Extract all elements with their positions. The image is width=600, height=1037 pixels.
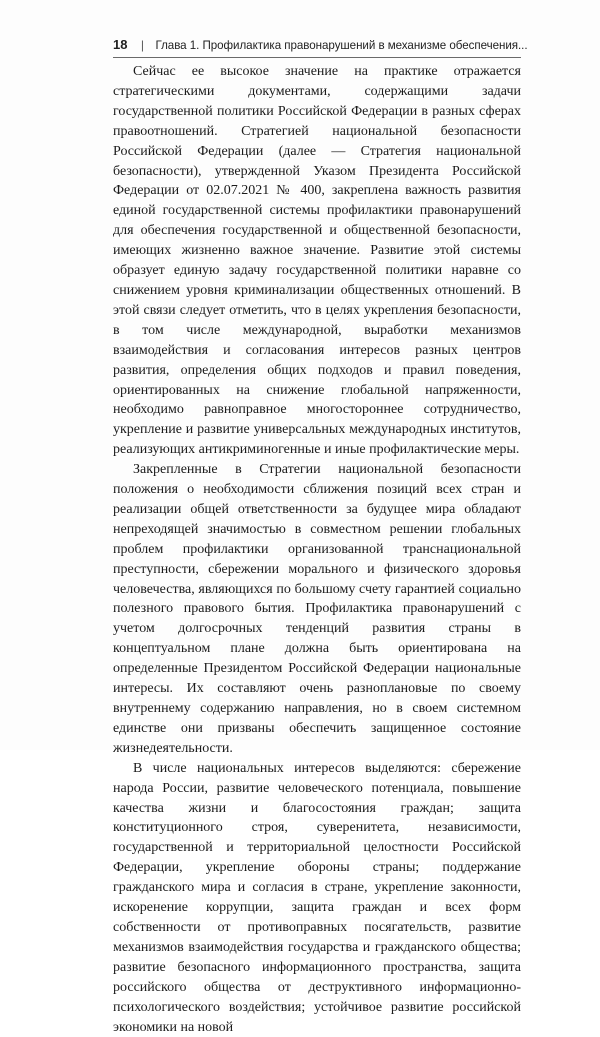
paragraph-3: В числе национальных интересов выделяются: сбережение народа России, развитие человеческого потенциала, повышение качества жизни и благосостояния граждан; защита конституционного строя, суверенитета, независимости, государственной и территориальной целостности Российской Федерации, укрепление обороны страны; поддержание гражданского мира и согласия в стране, укрепление законности, искоренение коррупции, защита граждан и всех форм собственности от противоправных посягательств, развитие механизмов взаимодействия государства и гражданского общества; развитие безопасного информационного пространства, защита российского общества от деструктивного информационно-психологического воздействия; устойчивое развитие российской экономики на новой [113,760,521,1035]
header-divider [113,57,521,58]
paragraph-1: Сейчас ее высокое значение на практике отражается стратегическими документами, содержащими задачи государственной политики Российской Федерации в разных сферах правоотношений. Стратегией национальной безопасности Российской Федерации (далее — Стратегия национальной безопасности), утвержденной Указом Президента Российской Федерации от 02.07.2021 № 400, закреплена важность развития единой государственной системы профилактики правонарушений для обеспечения государственной и общественной безопасности, имеющих жизненно важное значение. Развитие этой системы образует единую задачу государственной политики наравне со снижением уровня криминализации общественных отношений. В этой связи следует отметить, что в целях укрепления безопасности, в том числе международной, выработки механизмов взаимодействия и согласования интересов разных центров развития, определения общих подходов и правил поведения, ориентированных на снижение глобальной напряженности, необходимо равноправное многостороннее сотрудничество, укрепление и развитие универсальных международных институтов, реализующих антикриминогенные и иные профилактические меры. [113,64,521,458]
page-number: 18 [113,37,128,52]
paragraph-2: Закрепленные в Стратегии национальной безопасности положения о необходимости сближения позиций всех стран и реализации общей ответственности за будущее мира обладают непреходящей значимостью в совместном решении глобальных проблем профилактики организованной транснациональной преступности, сбережении морального и физического здоровья человечества, являющихся по большому счету гарантией социально полезного правового бытия. Профилактика правонарушений с учетом долгосрочных тенденций развития страны в концептуальном плане должна быть ориентирована на определенные Президентом Российской Федерации национальные интересы. Их составляют очень разноплановые по своему внутреннему содержанию направления, но в своем системном единстве они призваны обеспечить защищенное состояние жизнедеятельности. [113,462,521,756]
page-header [113,36,528,54]
header-separator: | [140,38,145,52]
body-text [113,62,521,1037]
running-head: Глава 1. Профилактика правонарушений в механизме обеспечения... [155,39,528,52]
